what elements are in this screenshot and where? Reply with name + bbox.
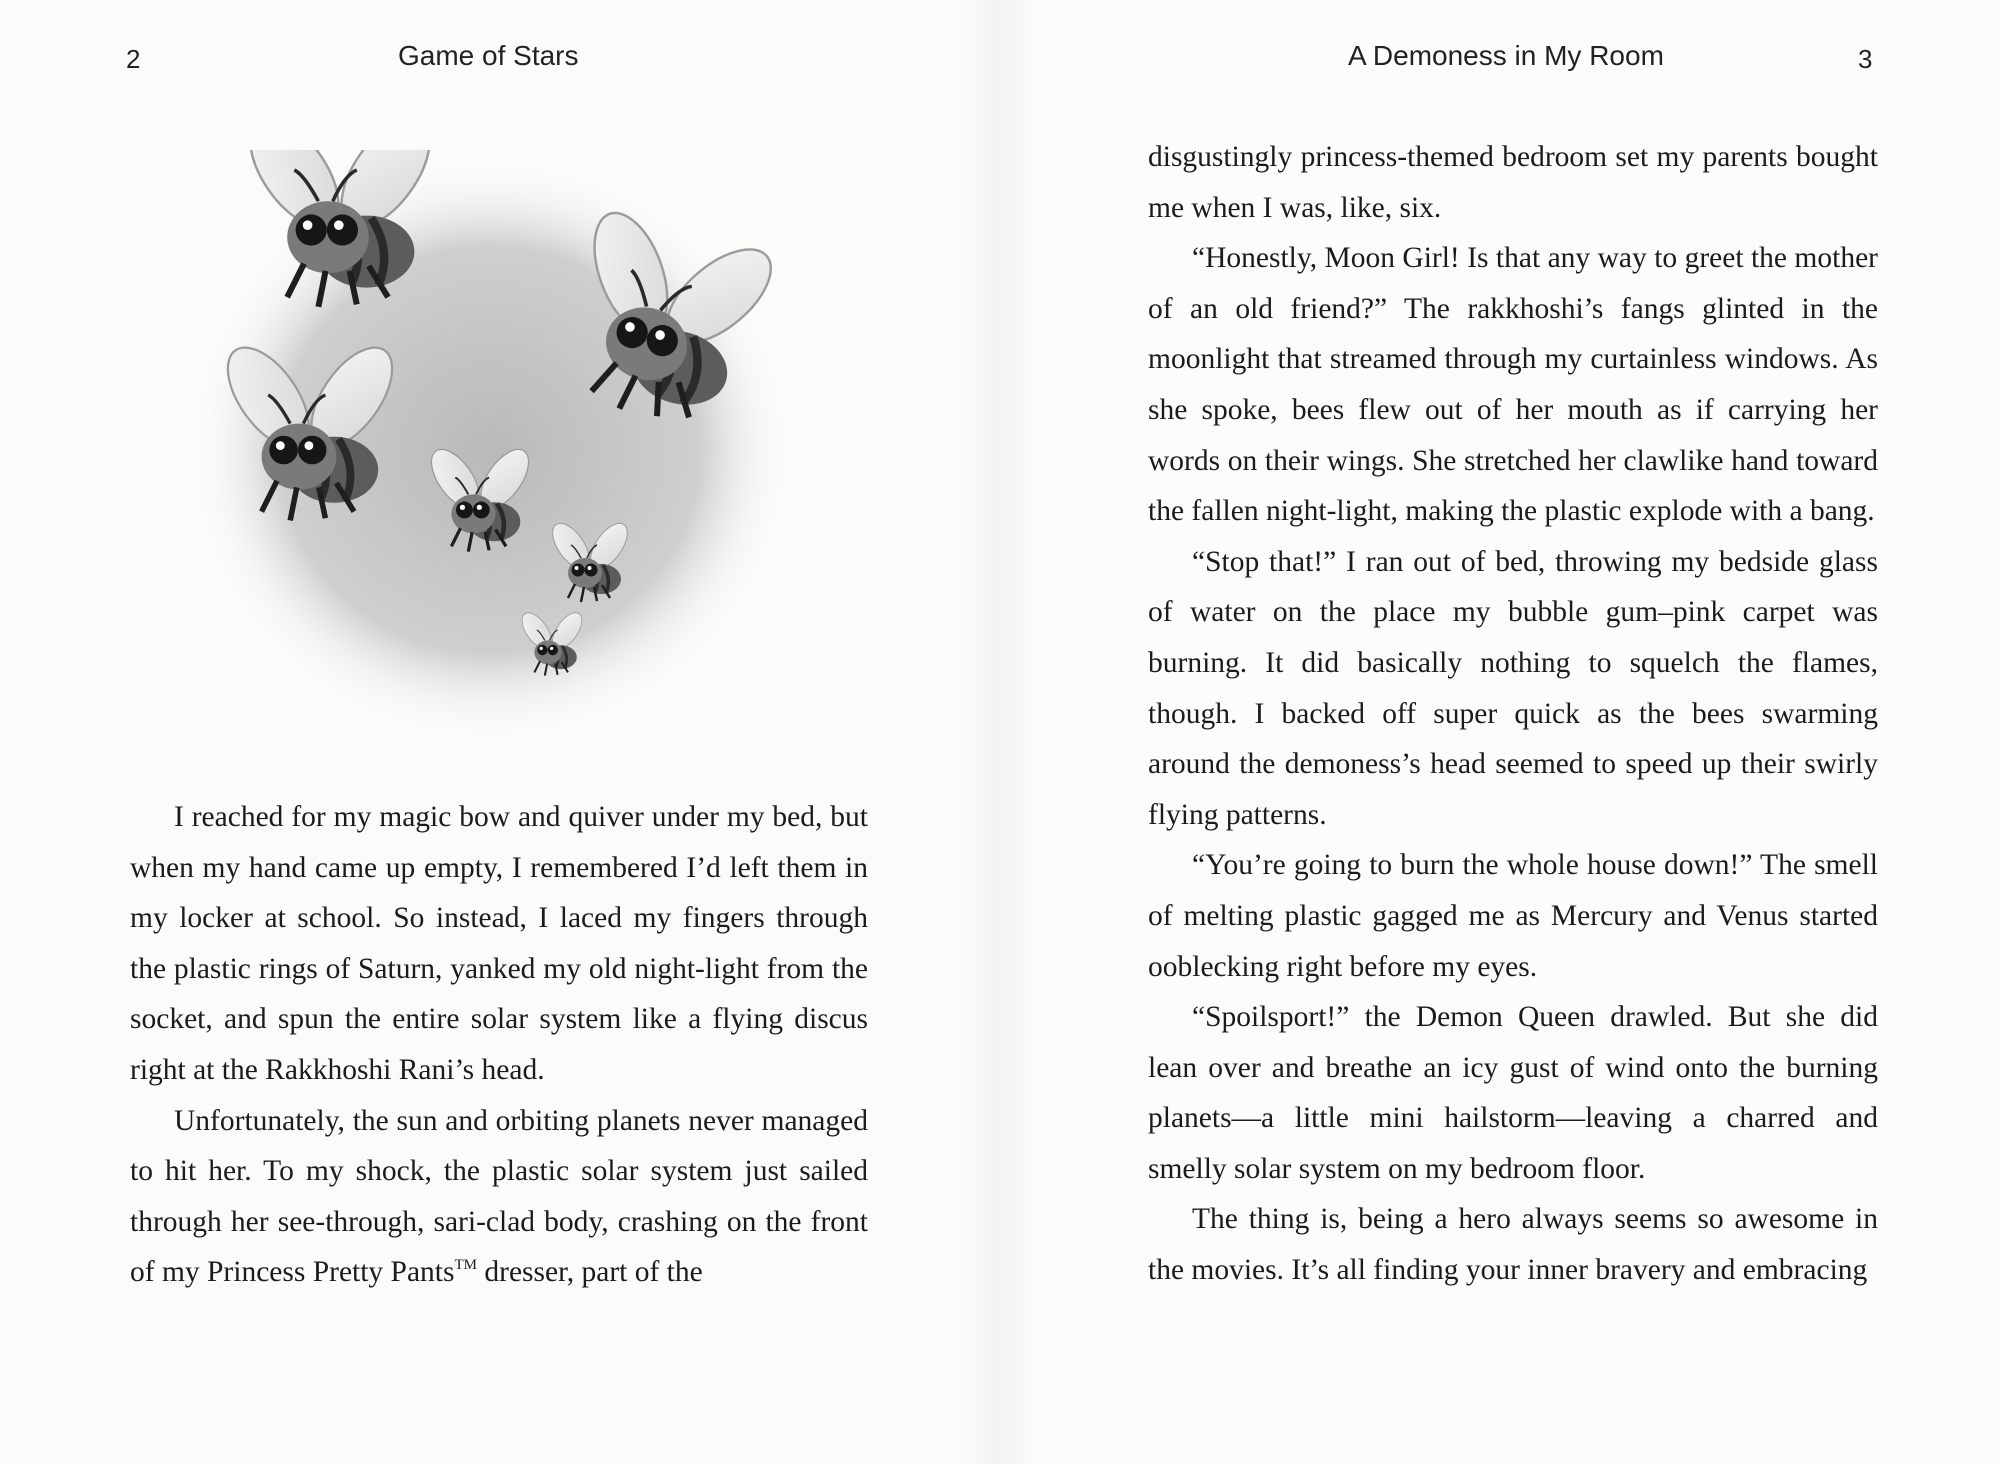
right-paragraph-1: “Honestly, Moon Girl! Is that any way to greet the mother of an old friend?” The rakkhoshi’s fangs glinted in the moonlight that streamed through my curtainless windows. As she spoke, bees flew out of her mouth as if carrying her words on their wings. She stretched her clawlike hand toward the fallen night-light, making the plastic explode with a bang. <box>1148 242 1878 528</box>
left-running-title: Game of Stars <box>398 40 579 71</box>
right-page-body <box>1148 132 1878 1296</box>
left-paragraph-2-text: Unfortunately, the sun and orbiting planets never managed to hit her. To my shock, the plastic solar system just sailed through her see-through, sari-clad body, crashing on the front of my Princess Pretty Pants <box>130 1104 868 1289</box>
left-page-number: 2 <box>126 44 141 74</box>
trademark-symbol: TM <box>454 1257 477 1274</box>
right-continuation: disgustingly princess-themed bedroom set my parents bought me when I was, like, six. <box>1148 141 1878 224</box>
left-paragraph-2-tail: dresser, part of the <box>477 1256 703 1289</box>
right-paragraph-4: “Spoilsport!” the Demon Queen drawled. But she did lean over and breathe an icy gust of wind onto the burning planets—a little mini hailstorm—leaving a charred and smelly solar system on my bedroom floor. <box>1148 1001 1878 1185</box>
bees-illustration-icon <box>190 150 790 750</box>
book-gutter <box>960 0 1040 1464</box>
right-paragraph-3: “You’re going to burn the whole house down!” The smell of melting plastic gagged me as Mercury and Venus started ooblecking right before my eyes. <box>1148 849 1878 983</box>
left-paragraph-1: I reached for my magic bow and quiver under my bed, but when my hand came up empty, I remembered I’d left them in my locker at school. So instead, I laced my fingers through the plastic rings of Saturn, yanked my old night-light from the socket, and spun the entire solar system like a flying discus right at the Rakkhoshi Rani’s head. <box>130 801 868 1086</box>
left-page-body <box>130 792 868 1298</box>
right-running-title: A Demoness in My Room <box>1348 40 1664 71</box>
right-paragraph-2: “Stop that!” I ran out of bed, throwing my bedside glass of water on the place my bubble gum–pink carpet was burning. It did basically nothing to squelch the flames, though. I backed off super quick as the bees swarming around the demoness’s head seemed to speed up their swirly flying patterns. <box>1148 545 1878 831</box>
right-paragraph-5: The thing is, being a hero always seems so awesome in the movies. It’s all finding your inner bravery and embracing <box>1148 1203 1878 1287</box>
right-page-number: 3 <box>1858 44 1873 74</box>
left-paragraph-2 <box>130 1096 868 1298</box>
